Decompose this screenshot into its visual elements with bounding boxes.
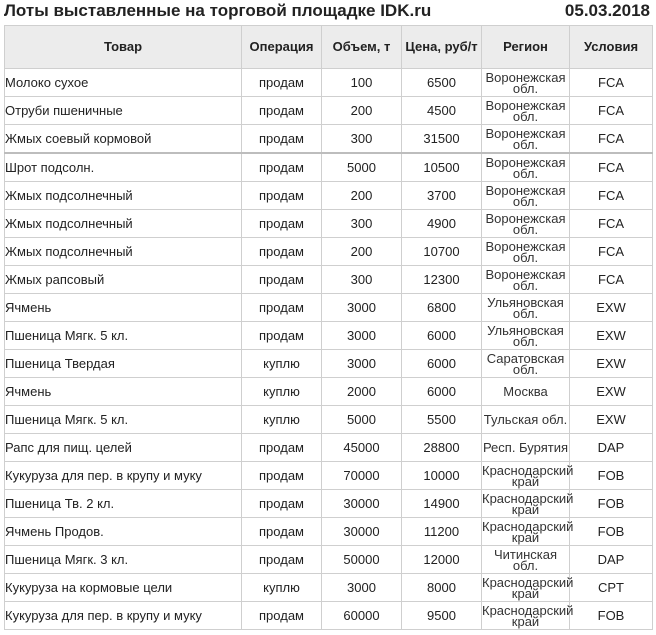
cell-price: 8000 xyxy=(402,574,482,602)
table-header-row xyxy=(5,26,653,69)
cell-region: Воронежская обл. xyxy=(482,69,570,97)
cell-operation: продам xyxy=(242,153,322,182)
cell-operation: продам xyxy=(242,238,322,266)
lots-table xyxy=(4,25,653,630)
table-row xyxy=(5,602,653,630)
cell-region: Саратовская обл. xyxy=(482,350,570,378)
cell-terms: FOB xyxy=(570,462,653,490)
cell-product: Жмых соевый кормовой xyxy=(5,125,242,154)
cell-price: 6000 xyxy=(402,378,482,406)
cell-terms: FCA xyxy=(570,97,653,125)
cell-region: Воронежская обл. xyxy=(482,210,570,238)
cell-volume: 300 xyxy=(322,266,402,294)
cell-volume: 60000 xyxy=(322,602,402,630)
cell-product: Ячмень Продов. xyxy=(5,518,242,546)
cell-product: Пшеница Мягк. 5 кл. xyxy=(5,406,242,434)
cell-price: 3700 xyxy=(402,182,482,210)
cell-region: Ульяновская обл. xyxy=(482,294,570,322)
cell-product: Жмых подсолнечный xyxy=(5,182,242,210)
cell-volume: 30000 xyxy=(322,490,402,518)
table-row xyxy=(5,97,653,125)
title-bar xyxy=(0,0,656,24)
cell-region: Краснодарский край xyxy=(482,462,574,489)
table-row xyxy=(5,153,653,182)
cell-terms: FCA xyxy=(570,266,653,294)
cell-operation: куплю xyxy=(242,378,322,406)
cell-operation: продам xyxy=(242,490,322,518)
cell-volume: 200 xyxy=(322,97,402,125)
cell-product: Пшеница Твердая xyxy=(5,350,242,378)
cell-product: Жмых подсолнечный xyxy=(5,210,242,238)
table-row xyxy=(5,182,653,210)
cell-region: Ульяновская обл. xyxy=(482,322,570,350)
table-row xyxy=(5,378,653,406)
cell-price: 12000 xyxy=(402,546,482,574)
cell-region: Краснодарский край xyxy=(482,490,574,517)
cell-operation: продам xyxy=(242,546,322,574)
cell-operation: продам xyxy=(242,434,322,462)
table-row xyxy=(5,406,653,434)
cell-price: 6800 xyxy=(402,294,482,322)
cell-region: Тульская обл. xyxy=(482,406,570,434)
cell-volume: 200 xyxy=(322,182,402,210)
column-header-terms: Условия xyxy=(570,26,653,69)
cell-terms: CPT xyxy=(570,574,653,602)
cell-product: Кукуруза на кормовые цели xyxy=(5,574,242,602)
column-header-price: Цена, руб/т xyxy=(402,26,482,69)
cell-region: Воронежская обл. xyxy=(482,97,570,125)
cell-region: Москва xyxy=(482,378,570,406)
cell-operation: куплю xyxy=(242,406,322,434)
column-header-product: Товар xyxy=(5,26,242,69)
table-row xyxy=(5,125,653,154)
table-row xyxy=(5,490,653,518)
cell-terms: FCA xyxy=(570,238,653,266)
cell-volume: 3000 xyxy=(322,350,402,378)
cell-region: Воронежская обл. xyxy=(482,153,570,182)
cell-operation: продам xyxy=(242,294,322,322)
cell-operation: продам xyxy=(242,462,322,490)
cell-operation: продам xyxy=(242,322,322,350)
cell-terms: FOB xyxy=(570,602,653,630)
cell-region: Воронежская обл. xyxy=(482,266,570,294)
cell-product: Кукуруза для пер. в крупу и муку xyxy=(5,462,242,490)
cell-product: Пшеница Тв. 2 кл. xyxy=(5,490,242,518)
cell-operation: продам xyxy=(242,125,322,154)
cell-volume: 3000 xyxy=(322,574,402,602)
table-row xyxy=(5,574,653,602)
table-row xyxy=(5,294,653,322)
cell-price: 6000 xyxy=(402,322,482,350)
table-row xyxy=(5,462,653,490)
lots-table-body xyxy=(5,69,653,630)
cell-product: Ячмень xyxy=(5,294,242,322)
cell-volume: 2000 xyxy=(322,378,402,406)
cell-terms: DAP xyxy=(570,434,653,462)
cell-price: 10700 xyxy=(402,238,482,266)
cell-product: Пшеница Мягк. 3 кл. xyxy=(5,546,242,574)
cell-price: 6500 xyxy=(402,69,482,97)
table-row xyxy=(5,238,653,266)
cell-region: Воронежская обл. xyxy=(482,238,570,266)
cell-operation: продам xyxy=(242,182,322,210)
cell-product: Пшеница Мягк. 5 кл. xyxy=(5,322,242,350)
cell-terms: EXW xyxy=(570,406,653,434)
column-header-region: Регион xyxy=(482,26,570,69)
cell-terms: FCA xyxy=(570,182,653,210)
cell-terms: FCA xyxy=(570,69,653,97)
cell-region: Респ. Бурятия xyxy=(482,434,570,462)
table-row xyxy=(5,434,653,462)
cell-operation: продам xyxy=(242,602,322,630)
cell-volume: 30000 xyxy=(322,518,402,546)
cell-price: 6000 xyxy=(402,350,482,378)
cell-volume: 50000 xyxy=(322,546,402,574)
cell-volume: 300 xyxy=(322,125,402,154)
cell-product: Шрот подсолн. xyxy=(5,153,242,182)
cell-terms: FCA xyxy=(570,125,653,154)
cell-volume: 45000 xyxy=(322,434,402,462)
cell-region: Воронежская обл. xyxy=(482,125,570,154)
cell-price: 10500 xyxy=(402,153,482,182)
table-row xyxy=(5,518,653,546)
cell-terms: FCA xyxy=(570,210,653,238)
cell-operation: продам xyxy=(242,97,322,125)
column-header-operation: Операция xyxy=(242,26,322,69)
cell-volume: 3000 xyxy=(322,294,402,322)
cell-operation: куплю xyxy=(242,350,322,378)
table-row xyxy=(5,322,653,350)
table-row xyxy=(5,546,653,574)
cell-region: Краснодарский край xyxy=(482,518,574,545)
cell-operation: продам xyxy=(242,210,322,238)
cell-region: Читинская обл. xyxy=(482,546,570,574)
cell-volume: 70000 xyxy=(322,462,402,490)
table-row xyxy=(5,350,653,378)
cell-price: 12300 xyxy=(402,266,482,294)
table-row xyxy=(5,210,653,238)
cell-product: Отруби пшеничные xyxy=(5,97,242,125)
cell-volume: 5000 xyxy=(322,406,402,434)
cell-product: Жмых рапсовый xyxy=(5,266,242,294)
cell-terms: EXW xyxy=(570,294,653,322)
cell-operation: продам xyxy=(242,69,322,97)
cell-price: 9500 xyxy=(402,602,482,630)
cell-volume: 100 xyxy=(322,69,402,97)
cell-price: 4500 xyxy=(402,97,482,125)
cell-terms: FOB xyxy=(570,518,653,546)
cell-volume: 5000 xyxy=(322,153,402,182)
cell-terms: EXW xyxy=(570,322,653,350)
cell-product: Жмых подсолнечный xyxy=(5,238,242,266)
cell-price: 10000 xyxy=(402,462,482,490)
cell-price: 14900 xyxy=(402,490,482,518)
cell-terms: FOB xyxy=(570,490,653,518)
cell-price: 4900 xyxy=(402,210,482,238)
column-header-volume: Объем, т xyxy=(322,26,402,69)
cell-product: Ячмень xyxy=(5,378,242,406)
cell-product: Кукуруза для пер. в крупу и муку xyxy=(5,602,242,630)
cell-operation: продам xyxy=(242,266,322,294)
cell-region: Краснодарский край xyxy=(482,602,574,629)
page-date: 05.03.2018 xyxy=(564,1,650,20)
cell-terms: DAP xyxy=(570,546,653,574)
cell-region: Воронежская обл. xyxy=(482,182,570,210)
cell-operation: продам xyxy=(242,518,322,546)
table-row xyxy=(5,69,653,97)
cell-volume: 300 xyxy=(322,210,402,238)
cell-product: Молоко сухое xyxy=(5,69,242,97)
cell-terms: EXW xyxy=(570,378,653,406)
cell-terms: EXW xyxy=(570,350,653,378)
cell-price: 5500 xyxy=(402,406,482,434)
page-title: Лоты выставленные на торговой площадке IDK.ru xyxy=(4,1,432,20)
cell-region: Краснодарский край xyxy=(482,574,574,601)
cell-price: 11200 xyxy=(402,518,482,546)
cell-terms: FCA xyxy=(570,153,653,182)
table-row xyxy=(5,266,653,294)
cell-product: Рапс для пищ. целей xyxy=(5,434,242,462)
cell-operation: куплю xyxy=(242,574,322,602)
cell-price: 31500 xyxy=(402,125,482,154)
cell-price: 28800 xyxy=(402,434,482,462)
cell-volume: 200 xyxy=(322,238,402,266)
cell-volume: 3000 xyxy=(322,322,402,350)
